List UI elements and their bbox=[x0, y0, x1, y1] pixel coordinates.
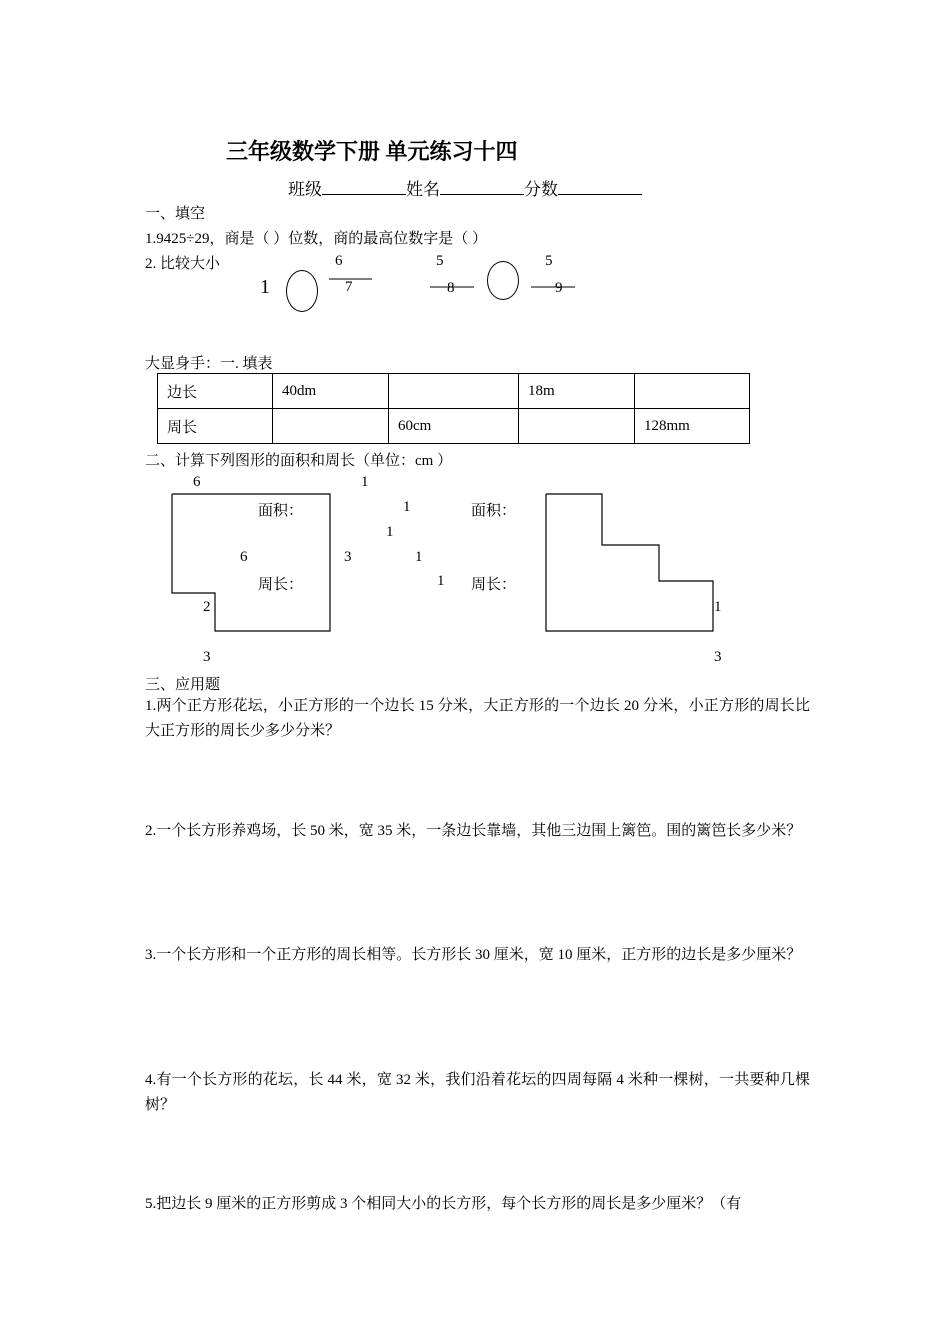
fig2-label-d: 1 bbox=[415, 549, 423, 565]
word-problem-2: 2.一个长方形养鸡场，长 50 米，宽 35 米，一条边长靠墙，其他三边围上篱笆。围的篱笆长多少米？ bbox=[145, 823, 802, 839]
table-cell-blank[interactable] bbox=[519, 409, 635, 444]
fig2-label-c: 1 bbox=[386, 524, 394, 540]
page-title: 三年级数学下册 单元练习十四 bbox=[226, 139, 518, 164]
whole-number-one: 1 bbox=[260, 276, 270, 298]
table-cell-blank[interactable] bbox=[389, 374, 519, 409]
fig1-perimeter-label: 周长： bbox=[258, 577, 304, 593]
side-perimeter-table bbox=[157, 373, 750, 444]
fraction-a-numerator: 6 bbox=[335, 253, 343, 269]
fig2-label-e: 1 bbox=[437, 573, 445, 589]
section3-heading: 三、应用题 bbox=[145, 677, 221, 693]
table-cell-blank[interactable] bbox=[635, 374, 750, 409]
word-problem-5: 5.把边长 9 厘米的正方形剪成 3 个相同大小的长方形，每个长方形的周长是多少厘米？（有 bbox=[145, 1196, 742, 1212]
word-problem-4: 4.有一个长方形的花坛，长 44 米，宽 32 米，我们沿着花坛的四周每隔 4 米种一棵树，一共要种几棵树？ bbox=[145, 1072, 810, 1113]
score-label: 分数 bbox=[524, 180, 558, 199]
table-cell: 60cm bbox=[389, 409, 519, 444]
fig2-label-a: 1 bbox=[361, 474, 369, 490]
fig2-right-label: 1 bbox=[714, 599, 722, 615]
table-heading: 大显身手：一. 填表 bbox=[145, 356, 273, 372]
fig1-bottom-label: 3 bbox=[203, 649, 211, 665]
table-row bbox=[158, 374, 750, 409]
table-cell: 18m bbox=[519, 374, 635, 409]
fig1-top-label: 6 bbox=[193, 474, 201, 490]
fraction-c-denominator: 9 bbox=[555, 280, 563, 296]
name-label: 姓名 bbox=[406, 180, 440, 199]
fig2-perimeter-label: 周长： bbox=[471, 577, 517, 593]
fig2-area-label: 面积： bbox=[471, 503, 517, 519]
table-row bbox=[158, 409, 750, 444]
word-problem-1: 1.两个正方形花坛，小正方形的一个边长 15 分米，大正方形的一个边长 20 分米，小正方形的周长比大正方形的周长少多少分米？ bbox=[145, 698, 810, 739]
fraction-c-numerator: 5 bbox=[545, 253, 553, 269]
fig1-right-label: 3 bbox=[344, 549, 352, 565]
fill-question-2: 2. 比较大小 bbox=[145, 256, 221, 272]
fraction-a-denominator: 7 bbox=[345, 279, 353, 295]
section1-heading: 一、填空 bbox=[145, 206, 206, 222]
fraction-b-denominator: 8 bbox=[447, 280, 455, 296]
row-label-perimeter: 周长 bbox=[158, 409, 273, 444]
table-cell: 40dm bbox=[273, 374, 389, 409]
table-cell-blank[interactable] bbox=[273, 409, 389, 444]
section2-heading: 二、计算下列图形的面积和周长（单位：cm ） bbox=[145, 453, 453, 469]
figure1-shape bbox=[172, 494, 330, 631]
fig2-label-b: 1 bbox=[403, 499, 411, 515]
fig1-inner-label: 6 bbox=[240, 549, 248, 565]
fig1-area-label: 面积： bbox=[258, 503, 304, 519]
table-cell: 128mm bbox=[635, 409, 750, 444]
fraction-b-numerator: 5 bbox=[436, 253, 444, 269]
class-label: 班级 bbox=[288, 180, 322, 199]
figure2-shape bbox=[546, 494, 713, 631]
row-label-side: 边长 bbox=[158, 374, 273, 409]
fill-question-1: 1.9425÷29，商是（ ）位数，商的最高位数字是（ ） bbox=[145, 231, 487, 247]
fig2-bottom-label: 3 bbox=[714, 649, 722, 665]
fig1-notch-label: 2 bbox=[203, 599, 211, 615]
word-problem-3: 3.一个长方形和一个正方形的周长相等。长方形长 30 厘米，宽 10 厘米，正方形的边长是多少厘米？ bbox=[145, 947, 802, 963]
